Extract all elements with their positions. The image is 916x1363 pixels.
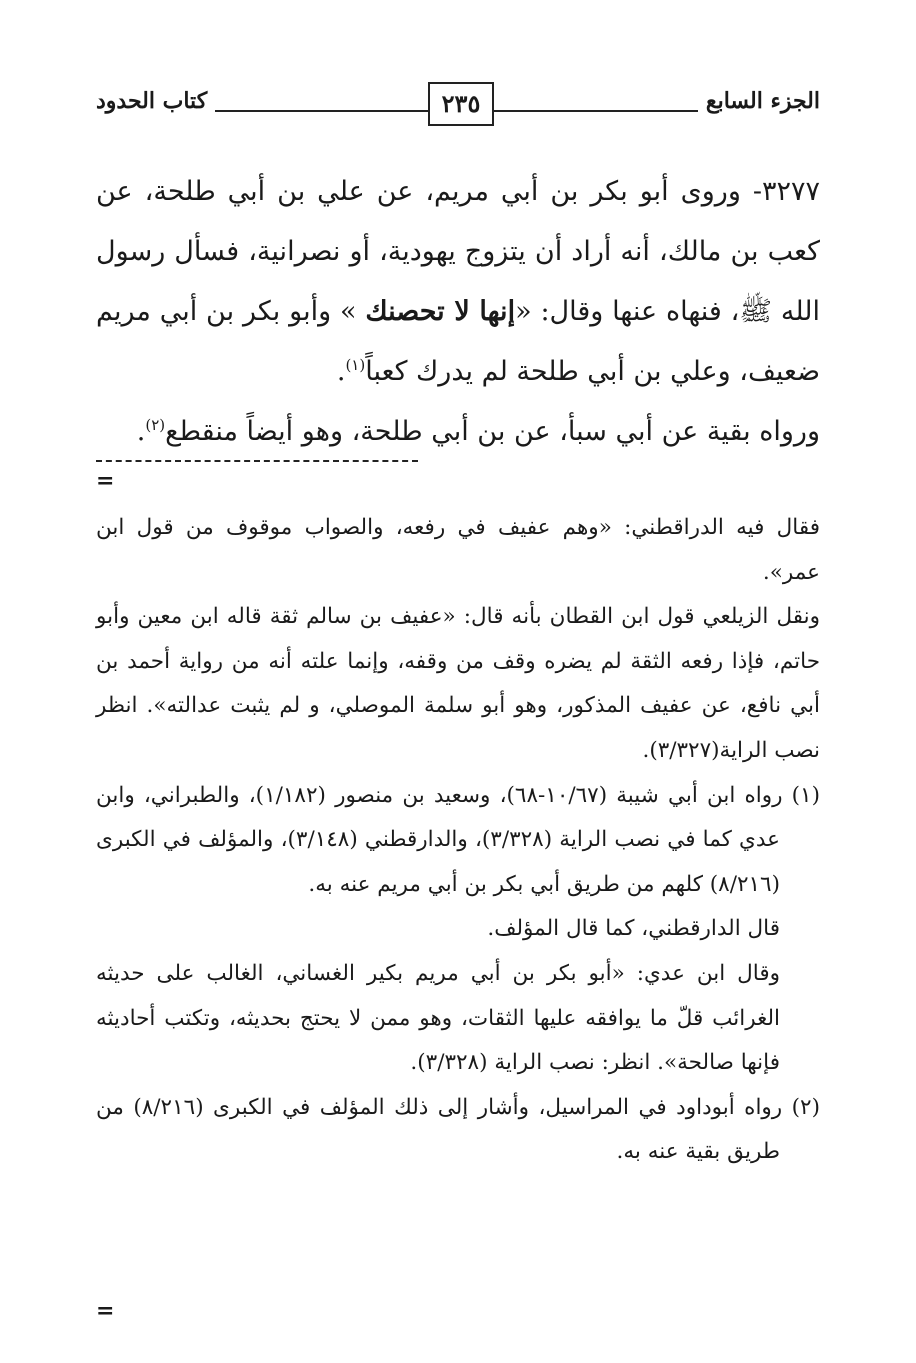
page-header <box>96 82 820 132</box>
book-title: كتاب الحدود <box>96 88 215 114</box>
footnote-continuation-1: فقال فيه الدراقطني: «وهم عفيف في رفعه، والصواب موقوف من قول ابن عمر». <box>96 515 820 585</box>
narration-paragraph <box>96 402 820 462</box>
volume-title: الجزء السابع <box>698 88 820 114</box>
footnote-ref-1: (١) <box>345 356 366 374</box>
narration-period: . <box>136 416 146 447</box>
footnotes <box>96 506 820 1175</box>
footnote-2-number: (٢) <box>791 1094 820 1120</box>
page-number: ٢٣٥ <box>428 82 494 126</box>
hadith-text-end: » وأبو بكر بن أبي مريم ضعيف، وعلي بن أبي طلحة لم يدرك كعباً <box>96 296 820 387</box>
hadith-paragraph <box>96 162 820 402</box>
footnote-ref-2: (٢) <box>145 416 166 434</box>
footnote-1-note-b: قال الدارقطني، كما قال المؤلف. <box>487 916 780 942</box>
footnote-1-number: (١) <box>791 782 820 808</box>
footnote-2 <box>96 1086 820 1175</box>
main-text <box>96 162 820 462</box>
footnote-1-text: رواه ابن أبي شيبة (١٠/٦٧-٦٨)، وسعيد بن منصور (١/١٨٢)، والطبراني، وابن عدي كما في نصب الراية (٣/٣٢٨)، والدارقطني (٣/١٤٨)، والمؤلف في الكبرى (٨/٢١٦) كلهم من طريق أبي بكر بن أبي مريم عنه به. <box>96 782 783 897</box>
footnote-continuation-2: ونقل الزيلعي قول ابن القطان بأنه قال: «عفيف بن سالم ثقة قاله ابن معين وأبو حاتم، فإذا رفعه الثقة لم يضره وقف من وقفه، وإنما علته أنه من رواية أحمد بن أبي نافع، عن عفيف المذكور، وهو أبو سلمة الموصلي، و لم يثبت عدالته». انظر نصب الراية(٣/٣٢٧). <box>96 604 820 763</box>
continuation-mark-top: = <box>96 468 115 494</box>
narration-text: ورواه بقية عن أبي سبأ، عن بن أبي طلحة، وهو أيضاً منقطع <box>165 416 820 447</box>
continuation-mark-bottom: = <box>96 1298 115 1324</box>
hadith-quote: إنها لا تحصنك <box>365 296 516 327</box>
footnote-2-text: رواه أبوداود في المراسيل، وأشار إلى ذلك المؤلف في الكبرى (٨/٢١٦) من طريق بقية عنه به. <box>96 1094 783 1165</box>
footnote-separator <box>96 460 418 462</box>
footnote-1-note-c: وقال ابن عدي: «أبو بكر بن أبي مريم بكير الغساني، الغالب على حديثه الغرائب قلّ ما يوافقه عليها الثقات، وهو ممن لا يحتج بحديثه، وتكتب أحاديثه فإنها صالحة». انظر: نصب الراية (٣/٣٢٨). <box>96 960 780 1076</box>
footnote-1 <box>96 774 820 908</box>
hadith-period: . <box>336 356 346 387</box>
hadith-text-start: ٣٢٧٧- وروى أبو بكر بن أبي مريم، عن علي بن أبي طلحة، عن كعب بن مالك، أنه أراد أن يتزوج يهودية، أو نصرانية، فسأل رسول الله ﷺ، فنهاه عنها وقال: « <box>96 176 820 327</box>
